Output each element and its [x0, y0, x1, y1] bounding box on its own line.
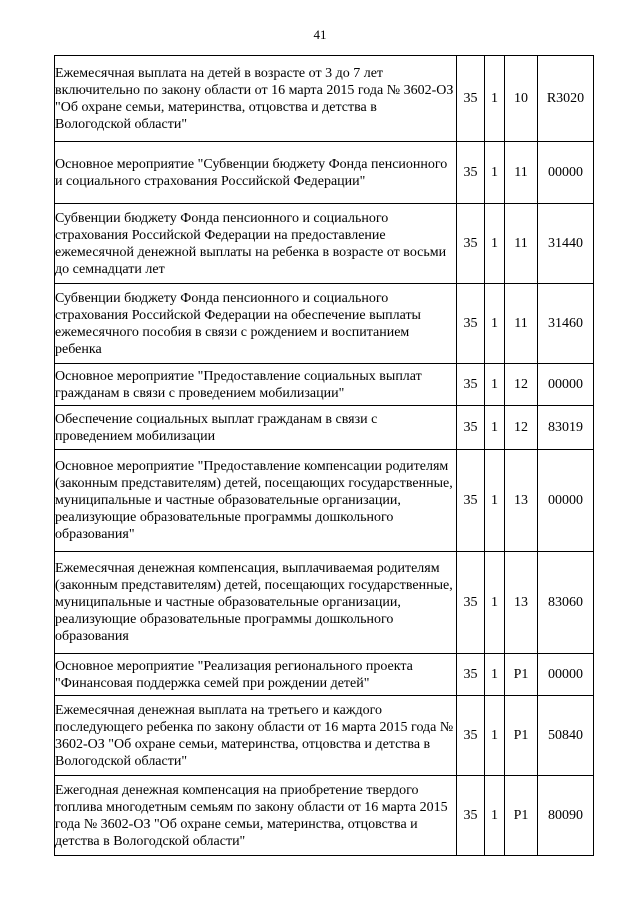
- activity-code-cell: 10: [505, 56, 538, 142]
- direction-code-cell: 00000: [538, 450, 594, 552]
- row-name-cell: Субвенции бюджету Фонда пенсионного и социального страхования Российской Федерации на обеспечение выплаты ежемесячного пособия в связи с рождением и воспитанием ребенка: [55, 284, 457, 364]
- program-code-cell: 35: [457, 284, 485, 364]
- activity-code-cell: 11: [505, 284, 538, 364]
- row-name-cell: Субвенции бюджету Фонда пенсионного и социального страхования Российской Федерации на предоставление ежемесячной денежной выплаты на ребенка в возрасте от восьми до семнадцати лет: [55, 204, 457, 284]
- program-code-cell: 35: [457, 364, 485, 406]
- program-code-cell: 35: [457, 56, 485, 142]
- activity-code-cell: 11: [505, 142, 538, 204]
- budget-table: [54, 55, 594, 856]
- subprogram-code-cell: 1: [485, 696, 505, 776]
- program-code-cell: 35: [457, 450, 485, 552]
- program-code-cell: 35: [457, 406, 485, 450]
- row-name-cell: Основное мероприятие "Реализация регионального проекта "Финансовая поддержка семей при рождении детей": [55, 654, 457, 696]
- program-code-cell: 35: [457, 776, 485, 856]
- activity-code-cell: 12: [505, 364, 538, 406]
- subprogram-code-cell: 1: [485, 776, 505, 856]
- activity-code-cell: 12: [505, 406, 538, 450]
- table-row: [55, 406, 594, 450]
- subprogram-code-cell: 1: [485, 364, 505, 406]
- activity-code-cell: 11: [505, 204, 538, 284]
- table-row: [55, 696, 594, 776]
- row-name-cell: Основное мероприятие "Субвенции бюджету Фонда пенсионного и социального страхования Российской Федерации": [55, 142, 457, 204]
- activity-code-cell: P1: [505, 654, 538, 696]
- direction-code-cell: 00000: [538, 654, 594, 696]
- table-row: [55, 776, 594, 856]
- activity-code-cell: 13: [505, 552, 538, 654]
- budget-table-body: [55, 56, 594, 856]
- direction-code-cell: R3020: [538, 56, 594, 142]
- program-code-cell: 35: [457, 142, 485, 204]
- program-code-cell: 35: [457, 552, 485, 654]
- direction-code-cell: 31460: [538, 284, 594, 364]
- table-row: [55, 204, 594, 284]
- subprogram-code-cell: 1: [485, 204, 505, 284]
- row-name-cell: Ежегодная денежная компенсация на приобретение твердого топлива многодетным семьям по закону области от 16 марта 2015 года № 3602-ОЗ "Об охране семьи, материнства, отцовства и детства в Вологодской области": [55, 776, 457, 856]
- subprogram-code-cell: 1: [485, 284, 505, 364]
- program-code-cell: 35: [457, 204, 485, 284]
- direction-code-cell: 00000: [538, 142, 594, 204]
- row-name-cell: Основное мероприятие "Предоставление компенсации родителям (законным представителям) детей, посещающих государственные, муниципальные и частные образовательные организации, реализующие образовательные программы дошкольного образования": [55, 450, 457, 552]
- row-name-cell: Ежемесячная выплата на детей в возрасте от 3 до 7 лет включительно по закону области от 16 марта 2015 года № 3602-ОЗ "Об охране семьи, материнства, отцовства и детства в Вологодской области": [55, 56, 457, 142]
- program-code-cell: 35: [457, 696, 485, 776]
- activity-code-cell: 13: [505, 450, 538, 552]
- direction-code-cell: 83060: [538, 552, 594, 654]
- subprogram-code-cell: 1: [485, 56, 505, 142]
- table-row: [55, 654, 594, 696]
- table-row: [55, 142, 594, 204]
- subprogram-code-cell: 1: [485, 552, 505, 654]
- subprogram-code-cell: 1: [485, 654, 505, 696]
- subprogram-code-cell: 1: [485, 406, 505, 450]
- direction-code-cell: 50840: [538, 696, 594, 776]
- direction-code-cell: 31440: [538, 204, 594, 284]
- program-code-cell: 35: [457, 654, 485, 696]
- subprogram-code-cell: 1: [485, 450, 505, 552]
- table-row: [55, 284, 594, 364]
- activity-code-cell: P1: [505, 776, 538, 856]
- row-name-cell: Обеспечение социальных выплат гражданам в связи с проведением мобилизации: [55, 406, 457, 450]
- page-number: 41: [313, 27, 327, 42]
- subprogram-code-cell: 1: [485, 142, 505, 204]
- table-row: [55, 552, 594, 654]
- table-row: [55, 450, 594, 552]
- row-name-cell: Ежемесячная денежная компенсация, выплачиваемая родителям (законным представителям) детей, посещающих государственные, муниципальные и частные образовательные организации, реализующие образовательные программы дошкольного образования: [55, 552, 457, 654]
- direction-code-cell: 00000: [538, 364, 594, 406]
- row-name-cell: Основное мероприятие "Предоставление социальных выплат гражданам в связи с проведением мобилизации": [55, 364, 457, 406]
- direction-code-cell: 80090: [538, 776, 594, 856]
- table-row: [55, 56, 594, 142]
- row-name-cell: Ежемесячная денежная выплата на третьего и каждого последующего ребенка по закону области от 16 марта 2015 года № 3602-ОЗ "Об охране семьи, материнства, отцовства и детства в Вологодской области": [55, 696, 457, 776]
- table-row: [55, 364, 594, 406]
- activity-code-cell: P1: [505, 696, 538, 776]
- direction-code-cell: 83019: [538, 406, 594, 450]
